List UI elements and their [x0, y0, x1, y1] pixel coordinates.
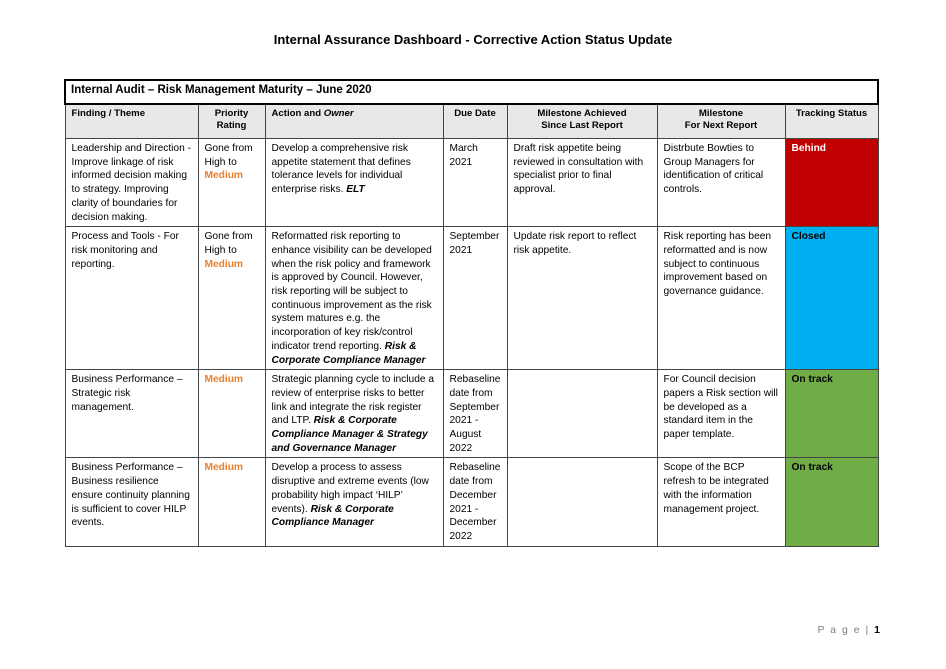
- finding-cell: Process and Tools - For risk monitoring and reporting.: [65, 227, 198, 370]
- header-action: Action and Owner: [265, 104, 443, 139]
- priority-rating: Medium: [204, 462, 243, 474]
- page-number: 1: [874, 624, 880, 636]
- action-owner: ELT: [346, 184, 365, 196]
- milestone-next-cell: Distrbute Bowties to Group Managers for identification of critical controls.: [657, 139, 785, 227]
- priority-cell: [198, 458, 265, 546]
- header-finding: Finding / Theme: [65, 104, 198, 139]
- header-row: [65, 104, 878, 139]
- table-caption-row: [65, 80, 878, 104]
- table-row: [65, 227, 878, 370]
- header-due-date: Due Date: [443, 104, 507, 139]
- status-badge: On track: [785, 458, 878, 546]
- milestone-next-cell: For Council decision papers a Risk section will be developed as a standard item in the paper template.: [657, 370, 785, 458]
- action-cell: Reformatted risk reporting to enhance visibility can be developed when the risk policy and framework is approved by Council. However, risk reporting will be subject to continuous improvement as the risk system matures e.g. the incorporation of key risk/control indicator trend reporting. Risk & Corporate Compliance Manager: [265, 227, 443, 370]
- header-priority: Priority Rating: [198, 104, 265, 139]
- table-row: [65, 458, 878, 546]
- milestone-achieved-cell: Update risk report to reflect risk appetite.: [507, 227, 657, 370]
- priority-rating: Medium: [204, 374, 243, 386]
- finding-cell: Leadership and Direction - Improve linkage of risk informed decision making to strategy. Improving clarity of boundaries for decision making.: [65, 139, 198, 227]
- due-date-cell: March 2021: [443, 139, 507, 227]
- due-date-cell: September 2021: [443, 227, 507, 370]
- action-owner: Risk & Corporate Compliance Manager: [271, 503, 394, 529]
- priority-rating: Medium: [204, 170, 243, 182]
- header-tracking-status: Tracking Status: [785, 104, 878, 139]
- table-caption: Internal Audit – Risk Management Maturity – June 2020: [65, 80, 878, 104]
- action-owner: Risk & Corporate Compliance Manager: [271, 340, 426, 366]
- due-date-cell: Rebaseline date from December 2021 - December 2022: [443, 458, 507, 546]
- page-label: P a g e |: [817, 624, 870, 636]
- page-footer: [818, 624, 881, 636]
- document-title: Internal Assurance Dashboard - Corrective Action Status Update: [273, 32, 673, 47]
- finding-cell: Business Performance – Strategic risk management.: [65, 370, 198, 458]
- milestone-achieved-cell: [507, 370, 657, 458]
- audit-table: [64, 79, 879, 547]
- table-row: [65, 139, 878, 227]
- header-milestone-achieved: Milestone Achieved Since Last Report: [507, 104, 657, 139]
- milestone-next-cell: Scope of the BCP refresh to be integrated with the information management project.: [657, 458, 785, 546]
- header-milestone-next: Milestone For Next Report: [657, 104, 785, 139]
- milestone-achieved-cell: [507, 458, 657, 546]
- action-cell: Strategic planning cycle to include a review of enterprise risks to better link and integrate the risk register and LTP. Risk & Corporate Compliance Manager & Strategy and Governance Manager: [265, 370, 443, 458]
- priority-cell: Gone from High to Medium: [198, 139, 265, 227]
- due-date-cell: Rebaseline date from September 2021 - August 2022: [443, 370, 507, 458]
- finding-cell: Business Performance – Business resilience ensure continuity planning is sufficient to cover HILP events.: [65, 458, 198, 546]
- action-cell: Develop a comprehensive risk appetite statement that defines tolerance levels for individual enterprise risks. ELT: [265, 139, 443, 227]
- milestone-next-cell: Risk reporting has been reformatted and is now subject to continuous improvement based on governance guidance.: [657, 227, 785, 370]
- priority-cell: Gone from High to Medium: [198, 227, 265, 370]
- action-owner: Risk & Corporate Compliance Manager & Strategy and Governance Manager: [271, 415, 428, 454]
- status-badge: Behind: [785, 139, 878, 227]
- milestone-achieved-cell: Draft risk appetite being reviewed in consultation with specialist prior to final approval.: [507, 139, 657, 227]
- status-badge: Closed: [785, 227, 878, 370]
- priority-rating: Medium: [204, 258, 243, 270]
- priority-cell: [198, 370, 265, 458]
- status-badge: On track: [785, 370, 878, 458]
- action-cell: Develop a process to assess disruptive and extreme events (low probability high impact ‘HILP’ events). Risk & Corporate Compliance Manager: [265, 458, 443, 546]
- table-row: [65, 370, 878, 458]
